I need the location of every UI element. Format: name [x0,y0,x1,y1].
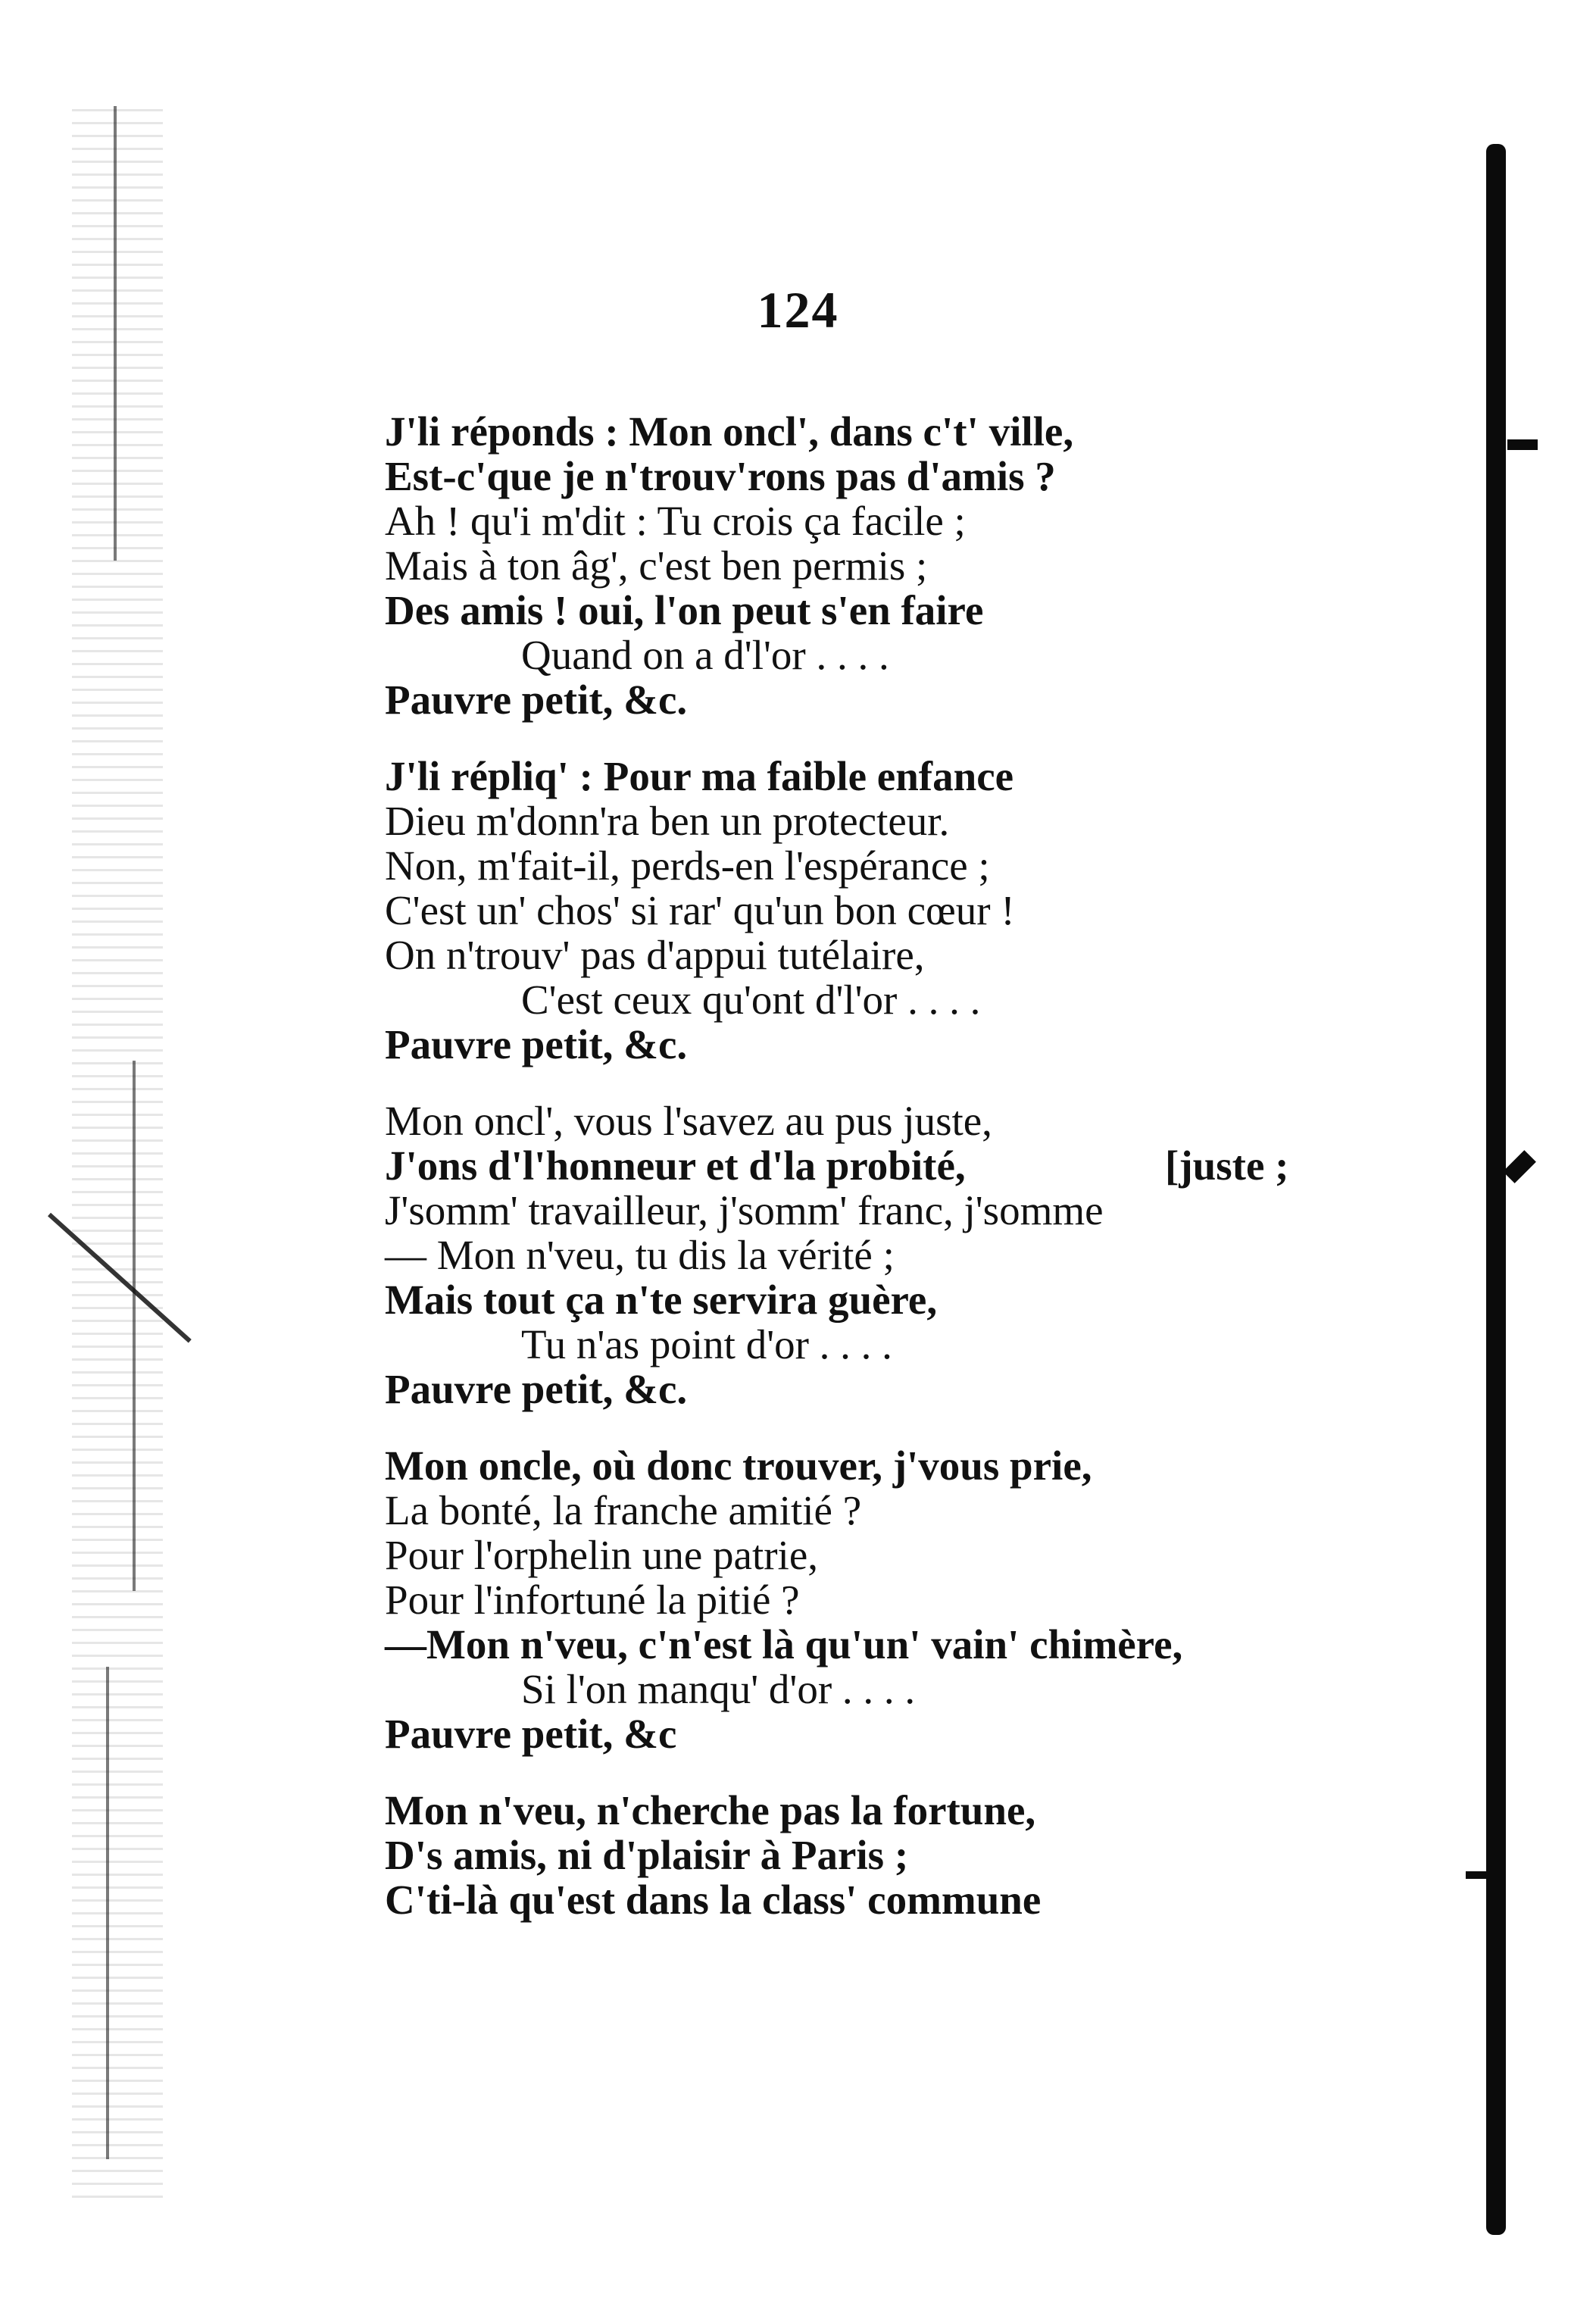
verse-text: D's amis, ni d'plaisir à Paris ; [385,1832,909,1878]
verse-text: Non, m'fait-il, perds-en l'espérance ; [385,842,990,889]
verse-text: Dieu m'donn'ra ben un protecteur. [385,798,950,844]
binding-edge [1486,144,1506,2235]
verse-text: Des amis ! oui, l'on peut s'en faire [385,587,984,633]
verse-line [385,1667,1354,1711]
verse-text: Mais tout ça n'te servira guère, [385,1277,938,1323]
left-gutter-scan-noise [72,98,163,2205]
verse-line [385,977,1354,1022]
verse-overflow-note: [juste ; [1165,1142,1289,1189]
verse-line [385,1622,1354,1667]
stanza [385,409,1354,722]
verse-line [385,677,1354,722]
stanza [385,1788,1354,1922]
verse-text: J'li réponds : Mon oncl', dans c't' ville, [385,408,1074,455]
binding-notch [1507,439,1538,450]
verse-line [385,754,1354,799]
verse-line [385,454,1354,499]
verse-line [385,1188,1354,1233]
verse-line [385,843,1354,888]
verse-text: C'est ceux qu'ont d'l'or . . . . [521,977,981,1023]
verse-text: Mais à ton âg', c'est ben permis ; [385,542,928,589]
verse-line [385,633,1354,677]
verse-line [385,1533,1354,1577]
verse-line [385,1367,1354,1411]
verse-line [385,799,1354,843]
gutter-line [106,1667,109,2159]
verse-line [385,1488,1354,1533]
verse-line [385,1833,1354,1877]
verse-text: Quand on a d'l'or . . . . [521,632,889,678]
binding-notch [1503,1150,1536,1183]
poem-body [385,409,1354,1954]
verse-text: Pauvre petit, &c. [385,1021,688,1067]
verse-line [385,1788,1354,1833]
verse-text: Mon oncle, où donc trouver, j'vous prie, [385,1442,1092,1489]
verse-line [385,1022,1354,1067]
verse-text: Pour l'infortuné la pitié ? [385,1577,800,1623]
verse-line [385,1711,1354,1756]
verse-line [385,499,1354,543]
verse-text: Si l'on manqu' d'or . . . . [521,1666,916,1712]
verse-text: J'li répliq' : Pour ma faible enfance [385,753,1014,799]
verse-text: Mon oncl', vous l'savez au pus juste, [385,1098,992,1144]
verse-line [385,1443,1354,1488]
verse-line [385,933,1354,977]
verse-text: J'somm' travailleur, j'somm' franc, j'somme [385,1187,1104,1233]
page-number: 124 [757,281,839,339]
verse-text: Pauvre petit, &c [385,1711,677,1757]
verse-line [385,1143,1354,1188]
verse-text: — Mon n'veu, tu dis la vérité ; [385,1232,895,1278]
stanza [385,1099,1354,1411]
verse-line [385,1877,1354,1922]
verse-text: Pauvre petit, &c. [385,1366,688,1412]
verse-text: Tu n'as point d'or . . . . [521,1321,892,1367]
verse-line [385,543,1354,588]
verse-line [385,1322,1354,1367]
verse-text: J'ons d'l'honneur et d'la probité, [385,1142,966,1189]
stanza [385,754,1354,1067]
verse-line [385,1277,1354,1322]
stanza [385,1443,1354,1756]
verse-line [385,1099,1354,1143]
verse-text: C'ti-là qu'est dans la class' commune [385,1877,1042,1923]
verse-text: Est-c'que je n'trouv'rons pas d'amis ? [385,453,1056,499]
verse-text: Ah ! qu'i m'dit : Tu crois ça facile ; [385,498,966,544]
verse-line [385,409,1354,454]
verse-line [385,588,1354,633]
binding-notch [1466,1871,1488,1879]
verse-line [385,888,1354,933]
verse-text: Pauvre petit, &c. [385,677,688,723]
verse-text: Mon n'veu, n'cherche pas la fortune, [385,1787,1036,1833]
verse-text: On n'trouv' pas d'appui tutélaire, [385,932,925,978]
verse-text: —Mon n'veu, c'n'est là qu'un' vain' chimère, [385,1621,1183,1667]
verse-text: La bonté, la franche amitié ? [385,1487,862,1533]
verse-line [385,1577,1354,1622]
verse-line [385,1233,1354,1277]
gutter-line [133,1061,136,1591]
verse-text: C'est un' chos' si rar' qu'un bon cœur ! [385,887,1015,933]
verse-text: Pour l'orphelin une patrie, [385,1532,818,1578]
